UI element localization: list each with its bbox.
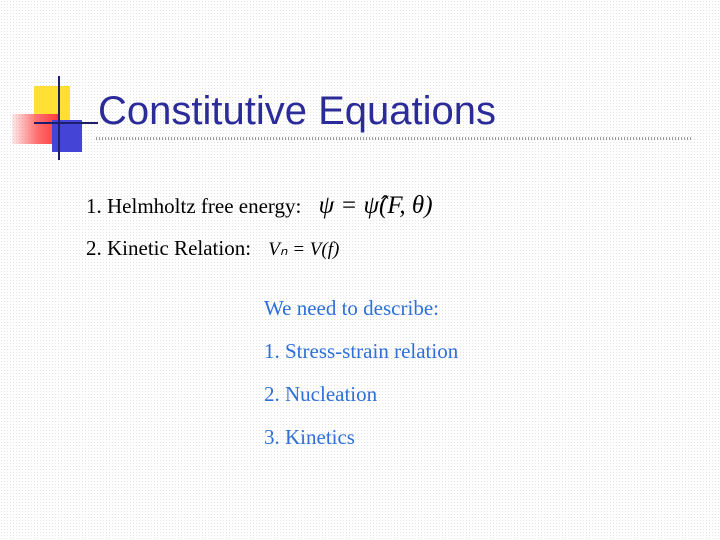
title-underline — [96, 137, 692, 140]
helmholtz-item — [86, 192, 433, 220]
describe-item-kinetics: 3. Kinetics — [264, 425, 355, 449]
kinetic-item — [86, 236, 339, 261]
helmholtz-label: 1. Helmholtz free energy: — [86, 194, 302, 218]
vertical-line — [58, 76, 60, 160]
kinetic-label: 2. Kinetic Relation: — [86, 236, 252, 260]
kinetic-equation: Vₙ = V(f) — [268, 239, 340, 260]
describe-item-nucleation: 2. Nucleation — [264, 382, 378, 406]
horizontal-line — [34, 122, 98, 124]
slide-title: Constitutive Equations — [98, 89, 497, 133]
describe-heading: We need to describe: — [264, 296, 439, 320]
blue-square — [52, 120, 82, 152]
helmholtz-equation: ψ = ψ̂(F, θ) — [318, 192, 433, 219]
describe-list — [264, 294, 458, 466]
describe-item-stress-strain: 1. Stress-strain relation — [264, 339, 459, 363]
slide-logo-decoration — [8, 76, 98, 166]
